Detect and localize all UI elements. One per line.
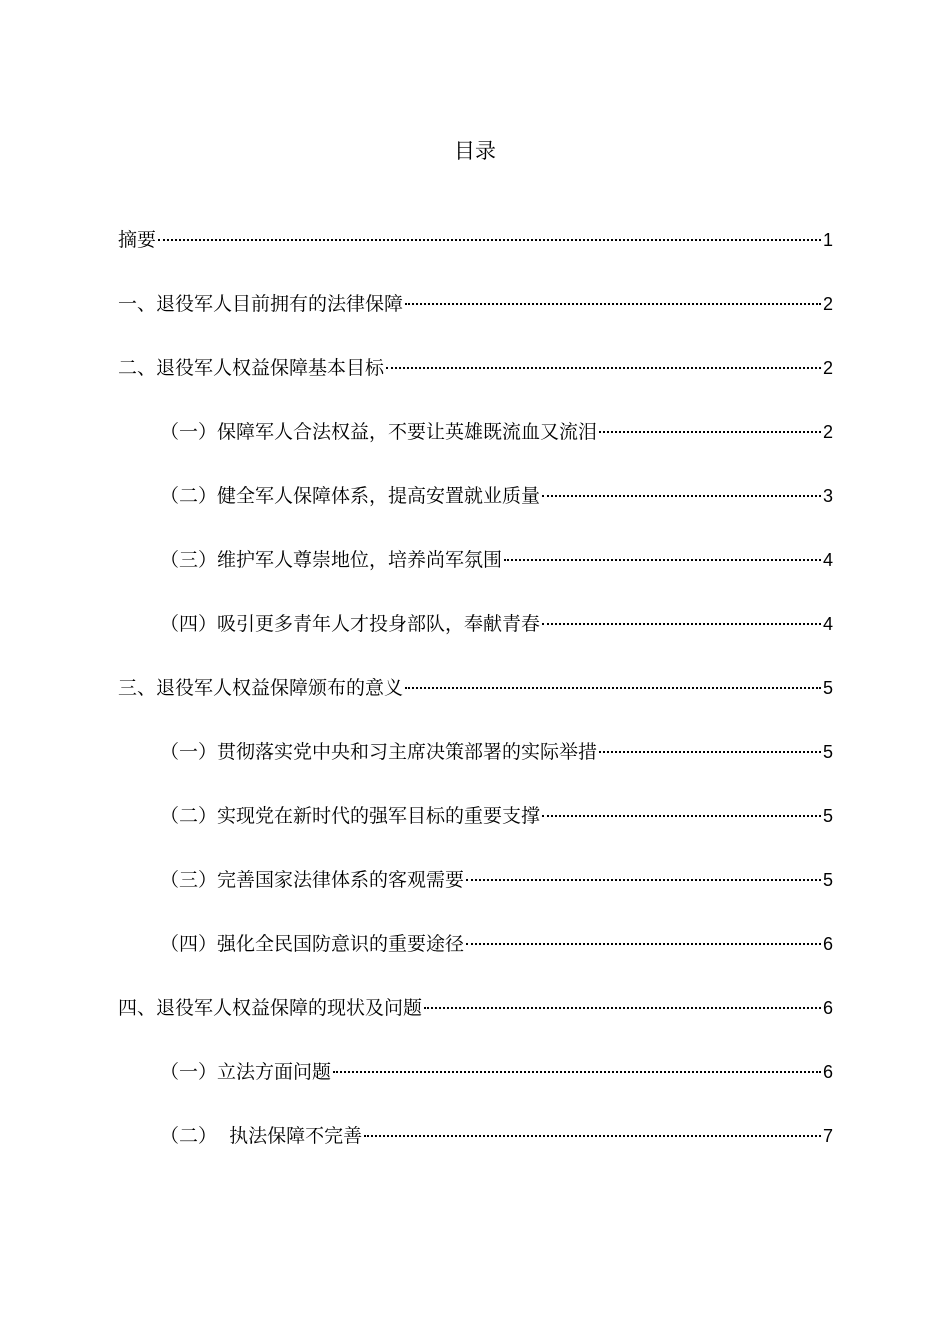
toc-entry: [118, 545, 833, 609]
toc-entry-text: （二） 执法保障不完善: [160, 1125, 363, 1147]
toc-entry-page: 2: [822, 422, 833, 442]
toc-entry-page: 2: [822, 358, 833, 378]
toc-entry-page: 4: [822, 614, 833, 634]
toc-entry: [118, 289, 833, 353]
toc-entry: [118, 353, 833, 417]
dot-leader: [504, 559, 821, 561]
dot-leader: [405, 687, 821, 689]
toc-entry-text: 四、退役军人权益保障的现状及问题: [118, 997, 423, 1019]
dot-leader: [542, 495, 821, 497]
toc-entry-page: 5: [822, 742, 833, 762]
toc-entry: [118, 737, 833, 801]
toc-entry-page: 3: [822, 486, 833, 506]
toc-entry-text: （二）健全军人保障体系，提高安置就业质量: [160, 485, 541, 507]
toc-entry: [118, 993, 833, 1057]
toc-entry-text: （三）完善国家法律体系的客观需要: [160, 869, 465, 891]
dot-leader: [333, 1071, 821, 1073]
toc-entry-page: 7: [822, 1126, 833, 1146]
toc-entry: [118, 417, 833, 481]
dot-leader: [158, 239, 821, 241]
dot-leader: [599, 751, 821, 753]
dot-leader: [405, 303, 821, 305]
dot-leader: [364, 1135, 821, 1137]
toc-entry-page: 5: [822, 870, 833, 890]
toc-entry-page: 6: [822, 1062, 833, 1082]
toc-entry-text: （二）实现党在新时代的强军目标的重要支撑: [160, 805, 541, 827]
toc-entry: [118, 225, 833, 289]
toc-entry: [118, 481, 833, 545]
toc-entry-text: （一）立法方面问题: [160, 1061, 332, 1083]
dot-leader: [599, 431, 821, 433]
toc-entry-text: 二、退役军人权益保障基本目标: [118, 357, 385, 379]
toc-entry-page: 4: [822, 550, 833, 570]
toc-entry-text: 一、退役军人目前拥有的法律保障: [118, 293, 404, 315]
toc-entry-page: 1: [822, 230, 833, 250]
toc-entry: [118, 1121, 833, 1185]
dot-leader: [466, 879, 821, 881]
toc-entry: [118, 673, 833, 737]
toc-entry-text: （三）维护军人尊崇地位，培养尚军氛围: [160, 549, 503, 571]
dot-leader: [386, 367, 821, 369]
toc-entry: [118, 929, 833, 993]
toc-entry: [118, 609, 833, 673]
toc-entry: [118, 801, 833, 865]
toc-entry-page: 6: [822, 998, 833, 1018]
toc-entry-text: 摘要: [118, 229, 157, 251]
dot-leader: [542, 623, 821, 625]
toc-entry-text: 三、退役军人权益保障颁布的意义: [118, 677, 404, 699]
toc-entry-text: （一）保障军人合法权益，不要让英雄既流血又流泪: [160, 421, 598, 443]
dot-leader: [424, 1007, 821, 1009]
dot-leader: [466, 943, 821, 945]
toc-entry: [118, 1057, 833, 1121]
toc-entry-page: 5: [822, 806, 833, 826]
toc-entry-page: 5: [822, 678, 833, 698]
toc-entry-page: 6: [822, 934, 833, 954]
toc-entry-text: （一）贯彻落实党中央和习主席决策部署的实际举措: [160, 741, 598, 763]
toc-entry-text: （四）吸引更多青年人才投身部队，奉献青春: [160, 613, 541, 635]
toc-entry: [118, 865, 833, 929]
toc-entry-page: 2: [822, 294, 833, 314]
toc-entry-text: （四）强化全民国防意识的重要途径: [160, 933, 465, 955]
dot-leader: [542, 815, 821, 817]
toc-title: 目录: [454, 139, 496, 163]
toc-list: [118, 225, 833, 1185]
